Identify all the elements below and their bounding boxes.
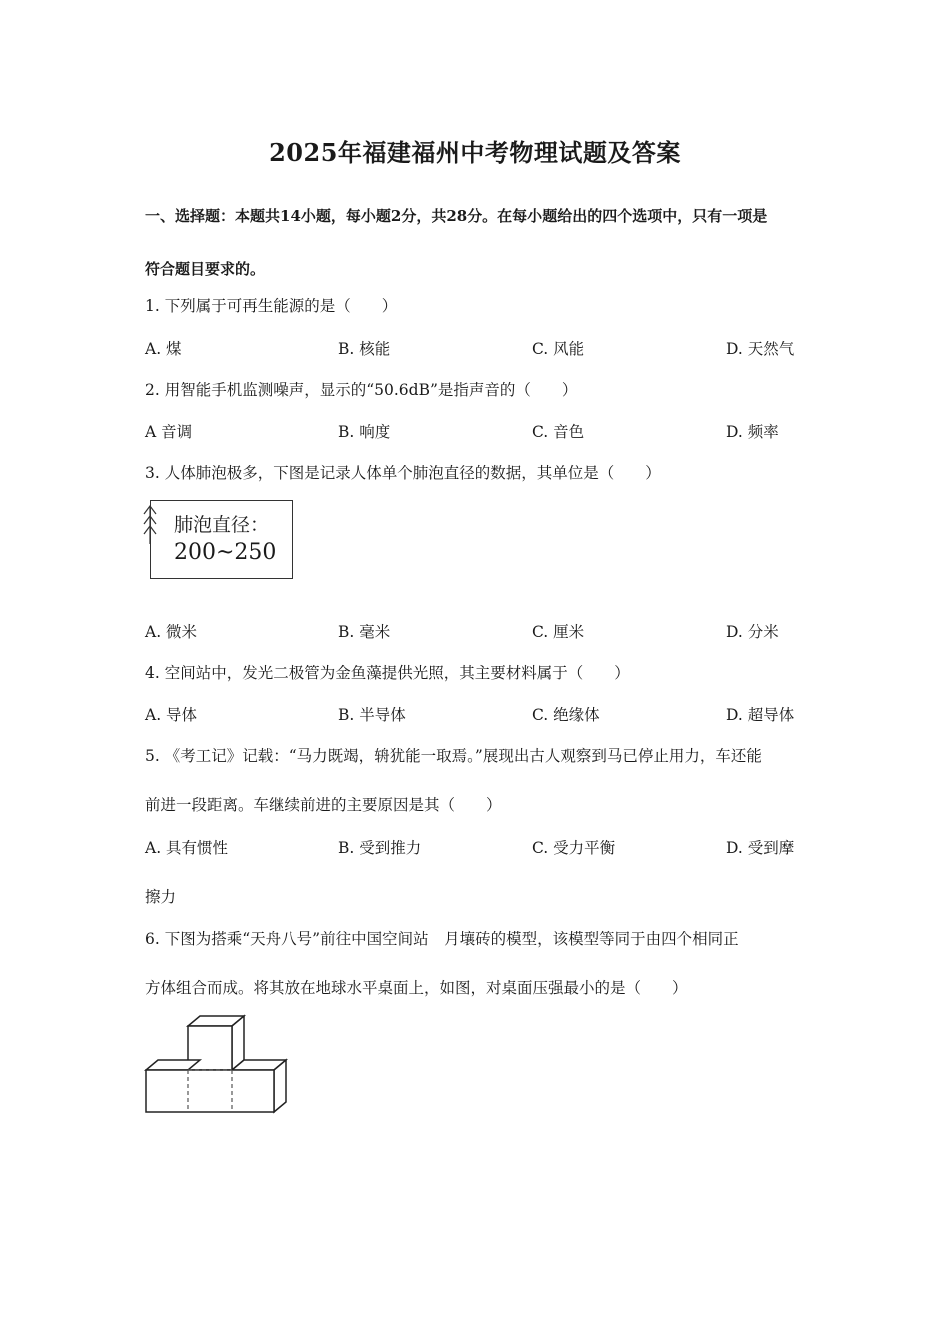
question-1-option-d: D. 天然气 — [726, 340, 795, 358]
question-3-option-a: A. 微米 — [145, 623, 198, 641]
question-5-option-b: B. 受到推力 — [338, 839, 422, 857]
question-2-stem: 2. 用智能手机监测噪声，显示的“50.6dB”是指声音的（ ） — [145, 381, 578, 399]
question-3-stem: 3. 人体肺泡极多，下图是记录人体单个肺泡直径的数据，其单位是（ ） — [145, 464, 661, 482]
question-4-option-c: C. 绝缘体 — [532, 706, 600, 724]
question-5-option-d: D. 受到摩 — [726, 839, 795, 857]
question-6-stem-line2: 方体组合而成。将其放在地球水平桌面上，如图，对桌面压强最小的是（ ） — [145, 979, 688, 997]
section-heading-line1: 一、选择题：本题共14小题，每小题2分，共28分。在每小题给出的四个选项中，只有一项是 — [145, 207, 768, 225]
figure-value: 200~250 — [174, 540, 277, 565]
question-4-option-d: D. 超导体 — [726, 706, 795, 724]
question-4-option-a: A. 导体 — [145, 706, 198, 724]
question-2-option-c: C. 音色 — [532, 423, 585, 441]
question-3-option-b: B. 毫米 — [338, 623, 391, 641]
question-5-stem-line1: 5. 《考工记》记载：“马力既竭，辀犹能一取焉。”展现出古人观察到马已停止用力，车还能 — [145, 747, 762, 765]
scroll-arrow-icon — [140, 500, 162, 550]
question-5-option-c: C. 受力平衡 — [532, 839, 616, 857]
question-2-option-b: B. 响度 — [338, 423, 391, 441]
question-1-option-a: A. 煤 — [145, 340, 182, 358]
section-heading-line2: 符合题目要求的。 — [145, 260, 266, 278]
question-2-option-d: D. 频率 — [726, 423, 779, 441]
question-4-option-b: B. 半导体 — [338, 706, 406, 724]
question-2-option-a: A 音调 — [145, 423, 193, 441]
question-1-stem: 1. 下列属于可再生能源的是（ ） — [145, 297, 398, 315]
question-5-stem-line2: 前进一段距离。车继续前进的主要原因是其（ ） — [145, 796, 502, 814]
question-5-option-a: A. 具有惯性 — [145, 839, 229, 857]
question-1-option-c: C. 风能 — [532, 340, 585, 358]
lunar-brick-model-figure — [140, 1010, 300, 1120]
question-3-option-c: C. 厘米 — [532, 623, 585, 641]
question-5-option-d-wrap: 擦力 — [145, 888, 177, 906]
question-6-stem-line1: 6. 下图为搭乘“天舟八号”前往中国空间站 月壤砖的模型，该模型等同于由四个相同正 — [145, 930, 739, 948]
question-3-option-d: D. 分米 — [726, 623, 779, 641]
question-1-option-b: B. 核能 — [338, 340, 391, 358]
question-4-stem: 4. 空间站中，发光二极管为金鱼藻提供光照，其主要材料属于（ ） — [145, 664, 630, 682]
figure-label: 肺泡直径： — [174, 514, 270, 536]
page-title: 2025年福建福州中考物理试题及答案 — [269, 138, 681, 167]
